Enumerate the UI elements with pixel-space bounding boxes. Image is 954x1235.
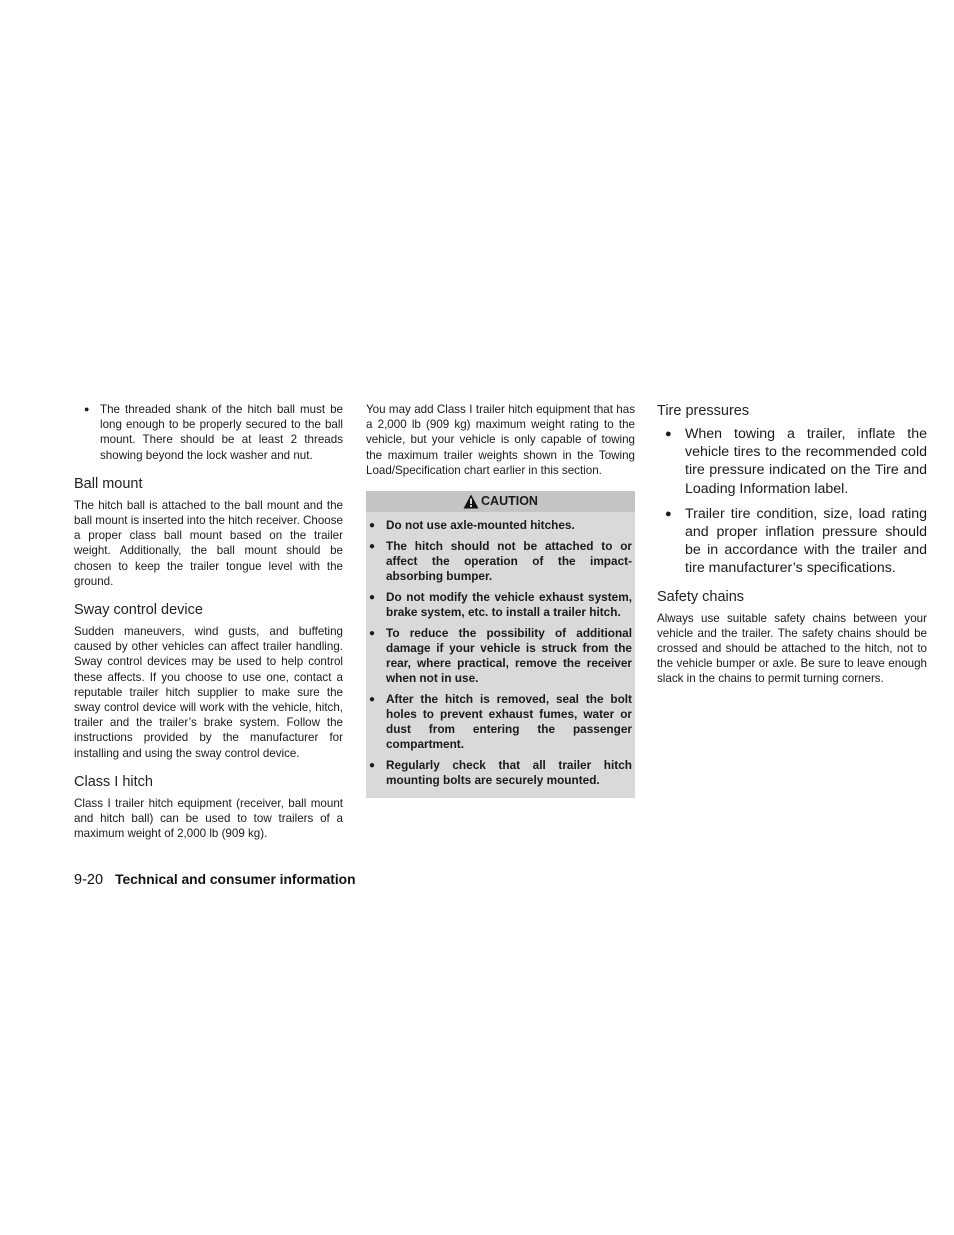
hitch-ball-bullet-list bbox=[74, 402, 343, 463]
caution-item-text: The hitch should not be attached to or affect the operation of the impact-absorbing bumper. bbox=[386, 539, 632, 584]
section-heading: Ball mount bbox=[74, 475, 143, 492]
caution-item-text: Do not use axle-mounted hitches. bbox=[386, 518, 575, 533]
caution-title: CAUTION bbox=[481, 493, 538, 508]
section-class-i-hitch bbox=[74, 773, 343, 842]
section-safety-chains bbox=[657, 588, 927, 687]
section-heading: Safety chains bbox=[657, 588, 745, 605]
bullet-icon: ● bbox=[369, 628, 376, 640]
list-item bbox=[369, 539, 632, 584]
section-sway-control bbox=[74, 601, 343, 761]
section-text: The hitch ball is attached to the ball mount and the ball mount is inserted into the hitch receiver. Choose a proper class ball mount based on the trailer weight. Additionally, the ball mount should be chosen to keep the trailer tongue level with the ground. bbox=[74, 498, 343, 588]
section-tire-pressures bbox=[657, 402, 927, 578]
intro-paragraph: You may add Class I trailer hitch equipment that has a 2,000 lb (909 kg) maximum weight rating to the vehicle, but your vehicle is only capable of towing the maximum trailer weights shown in the Towing Load/Specification chart earlier in this section. bbox=[366, 403, 635, 477]
column-left bbox=[74, 402, 343, 841]
list-item bbox=[369, 518, 632, 533]
caution-header bbox=[366, 491, 635, 512]
caution-item-text: After the hitch is removed, seal the bolt holes to prevent exhaust fumes, water or dust from entering the passenger compartment. bbox=[386, 692, 632, 752]
section-text: Class I trailer hitch equipment (receiver, ball mount and hitch ball) can be used to tow trailers of a maximum weight of 2,000 lb (909 kg). bbox=[74, 796, 343, 841]
list-item bbox=[369, 590, 632, 620]
column-right bbox=[657, 402, 927, 687]
section-text: Always use suitable safety chains between your vehicle and the trailer. The safety chains should be crossed and should be attached to the hitch, not to the vehicle bumper or axle. Be sure to leave enough slack in the chains to permit turning corners. bbox=[657, 611, 927, 686]
bullet-icon: ● bbox=[369, 694, 376, 706]
bullet-icon: ● bbox=[84, 404, 90, 414]
bullet-icon: ● bbox=[369, 760, 376, 772]
caution-item-text: To reduce the possibility of additional damage if your vehicle is struck from the rear, where practical, remove the receiver when not in use. bbox=[386, 626, 632, 686]
page-footer bbox=[74, 871, 356, 889]
bullet-icon: ● bbox=[369, 541, 376, 553]
footer-section-title: Technical and consumer information bbox=[115, 872, 356, 887]
list-item bbox=[657, 505, 927, 578]
list-item bbox=[369, 626, 632, 686]
caution-item-text: Do not modify the vehicle exhaust system, brake system, etc. to install a trailer hitch. bbox=[386, 590, 632, 620]
caution-item-text: Regularly check that all trailer hitch mounting bolts are securely mounted. bbox=[386, 758, 632, 788]
caution-box bbox=[366, 491, 635, 798]
bullet-icon: ● bbox=[665, 507, 672, 520]
bullet-text: The threaded shank of the hitch ball must be long enough to be properly secured to the ball mount. There should be at least 2 threads showing beyond the lock washer and nut. bbox=[100, 403, 343, 462]
tire-bullet-list bbox=[657, 425, 927, 578]
section-ball-mount bbox=[74, 475, 343, 589]
bullet-text: When towing a trailer, inflate the vehicle tires to the recommended cold tire pressure indicated on the Tire and Loading Information label. bbox=[685, 426, 927, 497]
caution-list bbox=[369, 518, 632, 788]
bullet-icon: ● bbox=[665, 428, 672, 440]
list-item bbox=[74, 402, 343, 463]
bullet-icon: ● bbox=[369, 592, 376, 604]
section-heading: Class I hitch bbox=[74, 773, 153, 790]
list-item bbox=[657, 425, 927, 498]
bullet-text: Trailer tire condition, size, load rating and proper inflation pressure should be in accordance with the trailer and tire manufacturer’s specifications. bbox=[685, 505, 927, 577]
page-number: 9-20 bbox=[74, 872, 104, 888]
list-item bbox=[369, 692, 632, 752]
section-heading: Sway control device bbox=[74, 602, 203, 619]
section-text: Sudden maneuvers, wind gusts, and buffeting caused by other vehicles can affect trailer handling. Sway control devices may be used to help control these affects. If you choose to use one, contact a reputable trailer hitch supplier to make sure the sway control device will work with the vehicle, hitch, trailer and the trailer’s brake system. Follow the instructions provided by the manufacturer for installing and using the sway control device. bbox=[74, 625, 343, 760]
bullet-icon: ● bbox=[369, 520, 376, 532]
column-middle bbox=[366, 402, 635, 798]
warning-triangle-icon bbox=[463, 494, 479, 509]
section-heading: Tire pressures bbox=[657, 403, 750, 419]
list-item bbox=[369, 758, 632, 788]
